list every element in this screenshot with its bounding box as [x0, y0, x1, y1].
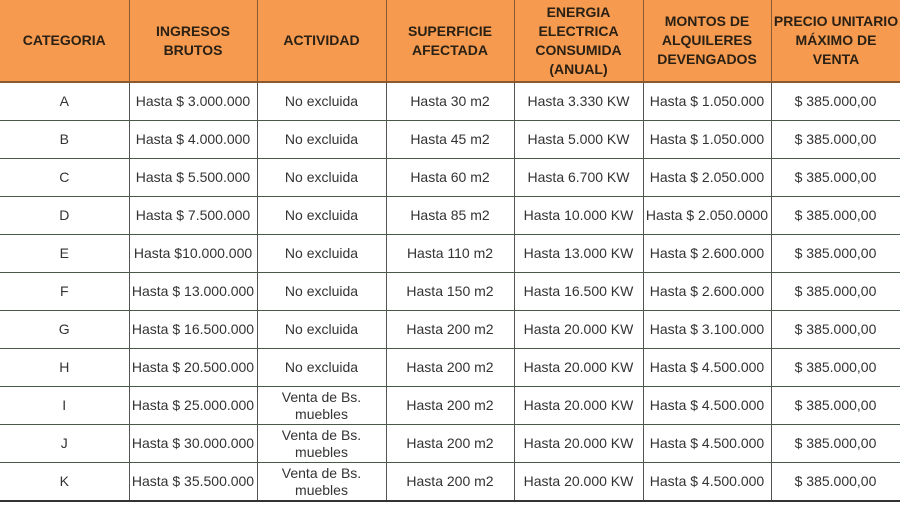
table-row: [0, 82, 900, 121]
table-header: [0, 0, 900, 82]
header-precio-unitario-label: PRECIO UNITARIO MÁXIMO DE VENTA: [773, 13, 899, 67]
table-row: [0, 463, 900, 502]
cell-alquileres: Hasta $ 4.500.000: [643, 387, 771, 425]
header-ingresos-brutos-label: INGRESOS BRUTOS: [156, 22, 230, 58]
header-categoria: CATEGORIA: [0, 0, 129, 82]
cell-alquileres: Hasta $ 1.050.000: [643, 82, 771, 121]
cell-precio: $ 385.000,00: [771, 273, 900, 311]
cell-ingresos-brutos: Hasta $ 5.500.000: [129, 159, 257, 197]
cell-categoria: E: [0, 235, 129, 273]
cell-energia: Hasta 13.000 KW: [514, 235, 643, 273]
header-montos-alquileres-label: MONTOS DE ALQUILERES DEVENGADOS: [657, 13, 757, 67]
cell-ingresos-brutos: Hasta $ 13.000.000: [129, 273, 257, 311]
cell-categoria: F: [0, 273, 129, 311]
cell-categoria: H: [0, 349, 129, 387]
cell-categoria: C: [0, 159, 129, 197]
cell-actividad-text: Venta de Bs. muebles: [281, 388, 362, 422]
cell-precio: $ 385.000,00: [771, 425, 900, 463]
cell-superficie: Hasta 200 m2: [386, 387, 514, 425]
cell-ingresos-brutos: Hasta $ 25.000.000: [129, 387, 257, 425]
table-row: [0, 425, 900, 463]
cell-precio: $ 385.000,00: [771, 159, 900, 197]
cell-superficie: Hasta 150 m2: [386, 273, 514, 311]
cell-categoria: K: [0, 463, 129, 502]
cell-precio: $ 385.000,00: [771, 121, 900, 159]
cell-energia: Hasta 5.000 KW: [514, 121, 643, 159]
cell-actividad: No excluida: [257, 311, 386, 349]
cell-energia: Hasta 20.000 KW: [514, 463, 643, 502]
cell-superficie: Hasta 45 m2: [386, 121, 514, 159]
cell-alquileres: Hasta $ 4.500.000: [643, 349, 771, 387]
cell-alquileres: Hasta $ 4.500.000: [643, 425, 771, 463]
cell-energia: Hasta 20.000 KW: [514, 349, 643, 387]
cell-energia: Hasta 10.000 KW: [514, 197, 643, 235]
cell-ingresos-brutos: Hasta $ 7.500.000: [129, 197, 257, 235]
cell-ingresos-brutos: Hasta $ 16.500.000: [129, 311, 257, 349]
header-energia-electrica-label: ENERGIA ELECTRICA CONSUMIDA (ANUAL): [535, 3, 622, 77]
header-superficie-afectada-label: SUPERFICIE AFECTADA: [407, 22, 492, 58]
cell-alquileres: Hasta $ 1.050.000: [643, 121, 771, 159]
cell-actividad-text: Venta de Bs. muebles: [281, 464, 362, 498]
cell-superficie: Hasta 60 m2: [386, 159, 514, 197]
cell-actividad: No excluida: [257, 273, 386, 311]
header-montos-alquileres: [643, 0, 771, 82]
cell-ingresos-brutos: Hasta $10.000.000: [129, 235, 257, 273]
cell-actividad: No excluida: [257, 121, 386, 159]
cell-superficie: Hasta 200 m2: [386, 425, 514, 463]
cell-superficie: Hasta 200 m2: [386, 349, 514, 387]
table-row: [0, 121, 900, 159]
cell-categoria: A: [0, 82, 129, 121]
table-row: [0, 349, 900, 387]
cell-precio: $ 385.000,00: [771, 349, 900, 387]
cell-actividad-text: Venta de Bs. muebles: [281, 426, 362, 460]
cell-categoria: B: [0, 121, 129, 159]
cell-energia: Hasta 20.000 KW: [514, 425, 643, 463]
cell-precio: $ 385.000,00: [771, 235, 900, 273]
cell-energia: Hasta 3.330 KW: [514, 82, 643, 121]
cell-categoria: J: [0, 425, 129, 463]
cell-precio: $ 385.000,00: [771, 387, 900, 425]
cell-energia: Hasta 16.500 KW: [514, 273, 643, 311]
cell-superficie: Hasta 200 m2: [386, 311, 514, 349]
header-energia-electrica: [514, 0, 643, 82]
cell-actividad: [257, 387, 386, 425]
header-superficie-afectada: [386, 0, 514, 82]
cell-ingresos-brutos: Hasta $ 20.500.000: [129, 349, 257, 387]
cell-alquileres: Hasta $ 3.100.000: [643, 311, 771, 349]
table-row: [0, 159, 900, 197]
cell-precio: $ 385.000,00: [771, 311, 900, 349]
cell-categoria: I: [0, 387, 129, 425]
table-row: [0, 311, 900, 349]
cell-alquileres: Hasta $ 4.500.000: [643, 463, 771, 502]
cell-categoria: G: [0, 311, 129, 349]
header-actividad: ACTIVIDAD: [257, 0, 386, 82]
table-row: [0, 197, 900, 235]
cell-ingresos-brutos: Hasta $ 35.500.000: [129, 463, 257, 502]
cell-superficie: Hasta 85 m2: [386, 197, 514, 235]
cell-actividad: No excluida: [257, 159, 386, 197]
cell-superficie: Hasta 30 m2: [386, 82, 514, 121]
cell-energia: Hasta 6.700 KW: [514, 159, 643, 197]
cell-precio: $ 385.000,00: [771, 463, 900, 502]
cell-energia: Hasta 20.000 KW: [514, 311, 643, 349]
cell-energia: Hasta 20.000 KW: [514, 387, 643, 425]
cell-actividad: [257, 463, 386, 502]
cell-ingresos-brutos: Hasta $ 3.000.000: [129, 82, 257, 121]
cell-actividad: No excluida: [257, 82, 386, 121]
cell-ingresos-brutos: Hasta $ 4.000.000: [129, 121, 257, 159]
cell-actividad: No excluida: [257, 349, 386, 387]
cell-alquileres: Hasta $ 2.050.000: [643, 159, 771, 197]
cell-superficie: Hasta 110 m2: [386, 235, 514, 273]
cell-precio: $ 385.000,00: [771, 82, 900, 121]
cell-alquileres: Hasta $ 2.050.0000: [643, 197, 771, 235]
table-row: [0, 387, 900, 425]
cell-actividad: No excluida: [257, 197, 386, 235]
cell-alquileres: Hasta $ 2.600.000: [643, 235, 771, 273]
cell-actividad: [257, 425, 386, 463]
cell-alquileres: Hasta $ 2.600.000: [643, 273, 771, 311]
header-precio-unitario: [771, 0, 900, 82]
table-row: [0, 235, 900, 273]
cell-actividad: No excluida: [257, 235, 386, 273]
table-body: [0, 82, 900, 501]
table-row: [0, 273, 900, 311]
header-ingresos-brutos: [129, 0, 257, 82]
cell-ingresos-brutos: Hasta $ 30.000.000: [129, 425, 257, 463]
cell-superficie: Hasta 200 m2: [386, 463, 514, 502]
cell-categoria: D: [0, 197, 129, 235]
cell-precio: $ 385.000,00: [771, 197, 900, 235]
header-row: [0, 0, 900, 82]
